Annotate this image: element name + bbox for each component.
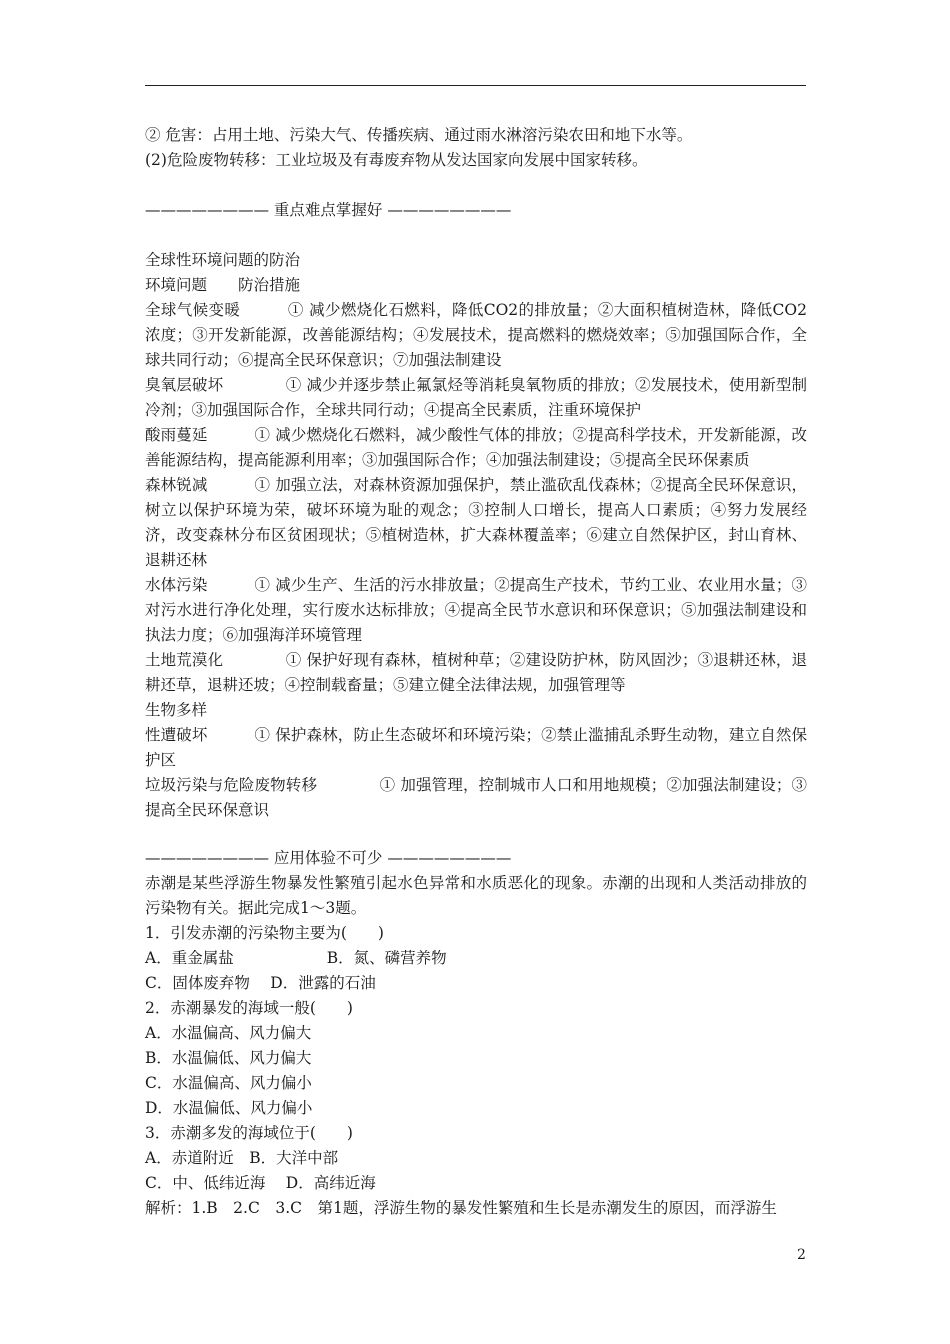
- text-line: 水体污染 ① 减少生产、生活的污水排放量；②提高生产技术，节约工业、农业用水量；③对污水进行净化处理，实行废水达标排放；④提高全民节水意识和环保意识；⑤加强法制建设和执法力度；⑥加强海洋环境管理: [145, 576, 807, 644]
- text-line: 环境问题 防治措施: [145, 276, 301, 294]
- text-line: 性遭破坏 ① 保护森林，防止生态破坏和环境污染；②禁止滥捕乱杀野生动物，建立自然保护区: [145, 726, 807, 769]
- question-1: 1．引发赤潮的污染物主要为( ): [145, 924, 384, 942]
- question-1-options-cd: C．固体废弃物 D．泄露的石油: [145, 974, 376, 992]
- section-title-practice: ———————— 应用体验不可少 ————————: [145, 849, 512, 867]
- question-2-option-b: B．水温偏低、风力偏大: [145, 1049, 312, 1067]
- question-intro: 赤潮是某些浮游生物暴发性繁殖引起水色异常和水质恶化的现象。赤潮的出现和人类活动排放的污染物有关。据此完成1～3题。: [145, 874, 807, 917]
- question-2-option-a: A．水温偏高、风力偏大: [145, 1024, 312, 1042]
- question-2-option-c: C．水温偏高、风力偏小: [145, 1074, 312, 1092]
- text-line: 全球气候变暖 ① 减少燃烧化石燃料，降低CO2的排放量；②大面积植树造林，降低CO2浓度；③开发新能源，改善能源结构；④发展技术，提高燃料的燃烧效率；⑤加强国际合作，全球共同行动；⑥提高全民环保意识；⑦加强法制建设: [145, 301, 807, 369]
- text-line: 全球性环境问题的防治: [145, 251, 301, 269]
- text-line: 森林锐减 ① 加强立法，对森林资源加强保护，禁止滥砍乱伐森林；②提高全民环保意识，树立以保护环境为荣，破坏环境为耻的观念；③控制人口增长，提高人口素质；④努力发展经济，改变森林分布区贫困现状；⑤植树造林，扩大森林覆盖率；⑥建立自然保护区，封山育林、退耕还林: [145, 476, 807, 569]
- text-line: 生物多样: [145, 701, 208, 719]
- text-line: 土地荒漠化 ① 保护好现有森林，植树种草；②建设防护林，防风固沙；③退耕还林，退耕还草，退耕还坡；④控制载畜量；⑤建立健全法律法规，加强管理等: [145, 651, 807, 694]
- question-3-options-ab: A．赤道附近 B．大洋中部: [145, 1149, 339, 1167]
- question-3: 3．赤潮多发的海域位于( ): [145, 1124, 353, 1142]
- answer-explanation: 解析：1.B 2.C 3.C 第1题，浮游生物的暴发性繁殖和生长是赤潮发生的原因，而浮游生: [145, 1199, 777, 1217]
- text-line: 臭氧层破坏 ① 减少并逐步禁止氟氯烃等消耗臭氧物质的排放；②发展技术，使用新型制冷剂；③加强国际合作，全球共同行动；④提高全民素质，注重环境保护: [145, 376, 807, 419]
- page-content: [145, 123, 807, 1221]
- text-line: 酸雨蔓延 ① 减少燃烧化石燃料，减少酸性气体的排放；②提高科学技术，开发新能源，改善能源结构，提高能源利用率；③加强国际合作；④加强法制建设；⑤提高全民环保素质: [145, 426, 807, 469]
- text-line: 垃圾污染与危险废物转移 ① 加强管理，控制城市人口和用地规模；②加强法制建设；③提高全民环保意识: [145, 776, 807, 819]
- question-3-options-cd: C．中、低纬近海 D．高纬近海: [145, 1174, 376, 1192]
- question-2-option-d: D．水温偏低、风力偏小: [145, 1099, 313, 1117]
- page-number: 2: [797, 1247, 806, 1263]
- text-line: ② 危害：占用土地、污染大气、传播疾病、通过雨水淋溶污染农田和地下水等。: [145, 126, 693, 144]
- header-rule: [145, 85, 806, 86]
- question-2: 2．赤潮暴发的海域一般( ): [145, 999, 353, 1017]
- text-line: (2)危险废物转移：工业垃圾及有毒废弃物从发达国家向发展中国家转移。: [145, 151, 648, 169]
- question-1-options-ab: A．重金属盐 B．氮、磷营养物: [145, 949, 447, 967]
- section-title-key-points: ———————— 重点难点掌握好 ————————: [145, 201, 512, 219]
